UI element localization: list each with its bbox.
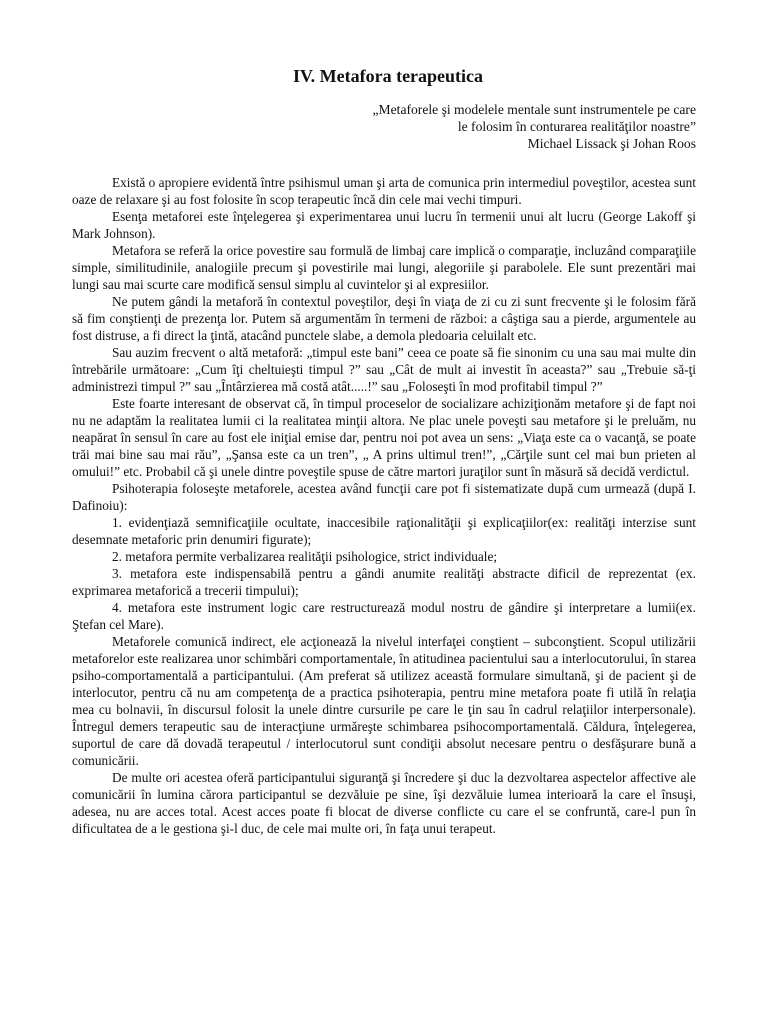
motto-author: Michael Lissack şi Johan Roos (527, 136, 696, 151)
list-item: 3. metafora este indispensabilă pentru a gândi anumite realităţi abstracte dificil de reprezentat (ex. exprimarea metaforică a trecerii timpului); (72, 566, 696, 598)
paragraph: Metafora se referă la orice povestire sau formulă de limbaj care implică o comparaţie, incluzând comparaţiile simple, similitudinile, analogiile precum şi povestirile mai lungi, alegoriile şi parabolele. Ele sunt prezentări mai lungi sau mai scurte care modifică sensul simplu al cuvintelor şi al expresiilor. (72, 243, 696, 292)
motto-line: „Metaforele şi modelele mentale sunt instrumentele pe care (372, 102, 696, 117)
paragraph: De multe ori acestea oferă participantului siguranţă şi încredere şi duc la dezvoltarea aspectelor affective ale comunicării în lumina cărora participantul se dezvăluie pe sine, îşi dezvăluie lumea interioară la care el însuşi, adesea, nu are acces total. Acest acces poate fi blocat de diverse conflicte cu care el se confruntă, care-l pun în dificultatea de a le gestiona şi-l duc, de cele mai multe ori, în faţa unui terapeut. (72, 770, 696, 836)
list-item: 4. metafora este instrument logic care restructurează modul nostru de gândire şi interpretare a lumii(ex. Ştefan cel Mare). (72, 600, 696, 632)
list-item: 1. evidenţiază semnificaţiile ocultate, inaccesibile raţionalităţii şi explicaţiilor(ex: realităţi interzise sunt desemnate metaforic prin denumiri figurate); (72, 515, 696, 547)
document-body (72, 174, 696, 837)
paragraph: Ne putem gândi la metaforă în contextul poveştilor, deşi în viaţa de zi cu zi sunt frecvente şi le folosim fără să fim conştienţi de prezenţa lor. Putem să argumentăm în termeni de război: a câştiga sau a pierde, argumentele au fost distruse, a fi direct la ţintă, atacând punctele slabe, a demola pledoaria celuilalt etc. (72, 294, 696, 343)
paragraph: Esenţa metaforei este înţelegerea şi experimentarea unui lucru în termenii unui alt lucru (George Lakoff şi Mark Johnson). (72, 209, 696, 241)
paragraph: Psihoterapia foloseşte metaforele, acestea având funcţii care pot fi sistematizate după cum urmează (după I. Dafinoiu): (72, 481, 696, 513)
paragraph: Este foarte interesant de observat că, în timpul proceselor de socializare achiziţionăm metafore şi de fapt noi nu ne adaptăm la realitatea lumii ci la realitatea minţii altora. Ne plac unele poveşti sau metafore şi le preluăm, nu neapărat în sensul în care au fost ele iniţial emise dar, pentru noi pot avea un sens: „Viaţa este ca o vacanţă, se poate trăi mai bine sau mai rău”, „Şansa este ca un tren”, „ A prins ultimul tren!”, „Cărţile sunt cel mai bun prieten al omului!” etc. Probabil că şi unele dintre poveştile spuse de către martori juraţilor sunt în măsură să decidă verdictul. (72, 396, 696, 479)
list-item: 2. metafora permite verbalizarea realităţii psihologice, strict individuale; (112, 549, 498, 564)
paragraph: Metaforele comunică indirect, ele acţionează la nivelul interfaţei conştient – subconştient. Scopul utilizării metaforelor este realizarea unor schimbări comportamentale, în atitudinea pacientului sau a interlocutorului, în starea psiho-comportamentală a participantului. (Am preferat să utilizez această formulare simultană, şi de pacient şi de interlocutor, pentru că nu am competenţa de a practica psihoterapia, pentru mine metafora poate fi utilă în relaţia mea cu bolnavii, în discursul folosit la unele dintre cursurile pe care le ţin sau în cadrul relaţiilor interpersonale). Întregul demers terapeutic sau de interacţiune urmăreşte schimbarea psihocomportamentală. Căldura, înţelegerea, suportul de care dă dovadă terapeutul / interlocutorul sunt condiţii absolut necesare pentru o desfăşurare bună a comunicării. (72, 634, 696, 768)
paragraph: Sau auzim frecvent o altă metaforă: „timpul este bani” ceea ce poate să fie sinonim cu una sau mai multe din întrebările următoare: „Cum îţi cheltuieşti timpul ?” sau „Cât de mult ai investit în aceasta?” sau „Trebuie să-ţi administrezi timpul ?” sau „Întârzierea mă costă atât.....!” sau „Foloseşti în mod profitabil timpul ?” (72, 345, 696, 394)
paragraph: Există o apropiere evidentă între psihismul uman şi arta de comunica prin intermediul poveştilor, acestea sunt oaze de relaxare şi au fost folosite în scop terapeutic încă din cele mai vechi timpuri. (72, 175, 696, 207)
document-title: IV. Metafora terapeutica (292, 66, 484, 86)
motto-quote (72, 101, 696, 152)
motto-line: le folosim în conturarea realităţilor noastre” (457, 119, 696, 134)
